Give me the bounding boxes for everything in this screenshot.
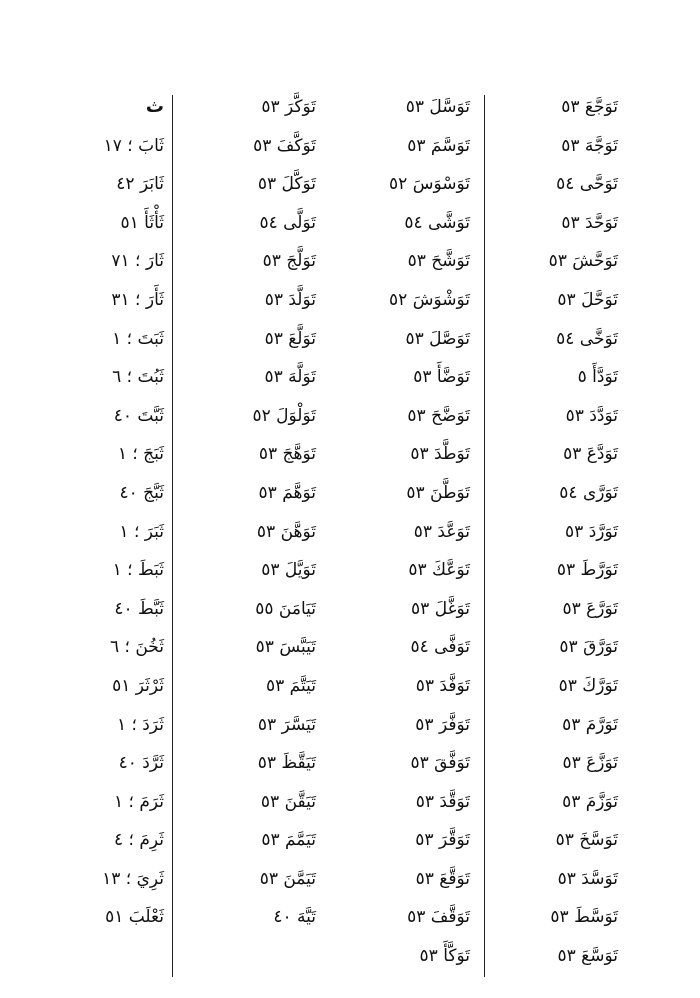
index-entry: تَوَكَّأَ ٥٣ <box>419 946 470 967</box>
index-entry: تَوَشَّى ٥٤ <box>404 212 470 233</box>
index-entry: تَوَرَّعَ ٥٣ <box>562 598 618 619</box>
index-entry: ثَأَرَ ؛ ٣١ <box>111 289 164 310</box>
index-entry: تَيَّهَ ٤٠ <box>273 907 316 928</box>
index-entry: تَوَحَّى ٥٤ <box>556 174 618 195</box>
index-entry: ثَبَتَ ؛ ١ <box>112 328 164 349</box>
index-entry: تَوَرَّدَ ٥٣ <box>565 521 618 542</box>
index-entry: تَوَشَّحَ ٥٣ <box>407 251 470 272</box>
index-entry: تَوَلْوَلَ ٥٢ <box>252 405 316 426</box>
index-entry: تَوَلَّعَ ٥٣ <box>264 328 316 349</box>
index-column-3 <box>186 88 316 937</box>
index-entry: تَوَسَّخَ ٥٣ <box>555 830 618 851</box>
index-entry: تَوَفَّرَ ٥٣ <box>415 714 470 735</box>
index-entry: تَيَامَنَ ٥٥ <box>255 598 316 619</box>
index-entry: تَوَدَّعَ ٥٣ <box>563 444 618 465</box>
index-entry: ثَأْثَأَ ٥١ <box>120 212 164 233</box>
index-entry: تَوَسَّمَ ٥٣ <box>407 135 470 156</box>
index-entry: ثَبَّجَ ٤٠ <box>119 482 164 503</box>
index-entry: تَوَزَّمَ ٥٣ <box>562 791 618 812</box>
index-entry: تَوَحَّدَ ٥٣ <box>561 212 618 233</box>
index-column-4 <box>40 88 164 937</box>
section-letter-heading: ث <box>145 96 164 117</box>
index-entry: تَوَحَّشَ ٥٣ <box>548 251 618 272</box>
index-entry: ثَرَدَ ؛ ١ <box>116 714 164 735</box>
index-entry: تَيَمَّمَ ٥٣ <box>261 830 316 851</box>
index-entry: تَوَدَّأَ ٥ <box>577 367 618 388</box>
index-entry: ثَرَّدَ ٤٠ <box>118 753 164 774</box>
index-entry: تَوَهَّمَ ٥٣ <box>258 482 316 503</box>
index-entry: تَوَدَّدَ ٥٣ <box>565 405 618 426</box>
index-entry: تَوَلَّهَ ٥٣ <box>264 367 316 388</box>
index-entry: تَوَزَّعَ ٥٣ <box>562 753 618 774</box>
index-entry: تَوَلَّى ٥٤ <box>259 212 316 233</box>
index-entry: تَوَسَّطَ ٥٣ <box>550 907 618 928</box>
index-entry: ثَعْلَبَ ٥١ <box>105 907 164 928</box>
index-entry: تَيَقَّظَ ٥٣ <box>257 753 316 774</box>
index-entry: ثَارَ ؛ ٧١ <box>111 251 164 272</box>
index-entry: تَوَكَّرَ ٥٣ <box>261 97 316 117</box>
index-entry: تَوَهَّجَ ٥٣ <box>258 444 316 465</box>
index-entry: تَيَتَّمَ ٥٣ <box>266 675 316 696</box>
index-entry: تَوَيَّلَ ٥٣ <box>261 560 316 581</box>
index-entry: تَوَضَّحَ ٥٣ <box>407 405 470 426</box>
index-entry: ثَرَمَ ؛ ١ <box>114 791 164 812</box>
index-entry: تَوَرَّكَ ٥٣ <box>558 675 618 696</box>
index-entry: تَوَسَّدَ ٥٣ <box>557 868 618 889</box>
index-entry: تَوَرَّطَ ٥٣ <box>556 560 618 581</box>
index-entry: تَوَصَّلَ ٥٣ <box>405 328 470 349</box>
index-entry: ثَرِمَ ؛ ٤ <box>114 830 164 851</box>
index-entry: تَوَقَّدَ ٥٣ <box>415 791 470 812</box>
index-entry: تَوَسْوَسَ ٥٢ <box>389 174 470 195</box>
index-entry: ثَرْثَرَ ٥١ <box>112 675 164 696</box>
index-entry: تَوَكَّفَ ٥٣ <box>253 135 316 156</box>
index-entry: تَوَسَّلَ ٥٣ <box>405 97 470 117</box>
index-entry: تَوَلَّجَ ٥٣ <box>262 251 316 272</box>
index-entry: تَوَكَّلَ ٥٣ <box>257 174 316 195</box>
index-entry: تَيَسَّرَ ٥٣ <box>257 714 316 735</box>
index-entry: تَوَعَّكَ ٥٣ <box>408 560 470 581</box>
index-entry: ثَبَجَ ؛ ١ <box>117 444 164 465</box>
index-entry: ثَبَطَ ؛ ١ <box>112 560 164 581</box>
index-entry: تَوَخَّى ٥٤ <box>556 328 618 349</box>
column-divider <box>172 95 173 977</box>
index-entry: تَوَهَّنَ ٥٣ <box>256 521 316 542</box>
index-entry: تَوَسَّعَ ٥٣ <box>557 946 618 967</box>
column-divider <box>484 95 485 977</box>
index-entry: تَوَرَّى ٥٤ <box>559 482 618 503</box>
index-entry: ثَرِيَ ؛ ١٣ <box>102 868 164 889</box>
index-entry: تَوَغَّلَ ٥٣ <box>411 598 470 619</box>
index-entry: تَوَفَّى ٥٤ <box>410 637 470 658</box>
index-entry: تَوَقَّرَ ٥٣ <box>415 830 470 851</box>
index-entry: تَوَفَّقَ ٥٣ <box>410 753 470 774</box>
index-entry: تَوَجَّعَ ٥٣ <box>561 97 618 117</box>
index-entry: تَيَمَّنَ ٥٣ <box>259 868 316 889</box>
index-entry: تَوَجَّهَ ٥٣ <box>561 135 618 156</box>
index-entry: تَوَطَّنَ ٥٣ <box>406 482 470 503</box>
index-entry: ثَابَ ؛ ١٧ <box>103 135 164 156</box>
index-entry: تَوَحَّلَ ٥٣ <box>557 289 618 310</box>
index-entry: ثَبُتَ ؛ ٦ <box>112 367 164 388</box>
index-entry: ثَبَّتَ ٤٠ <box>113 405 164 426</box>
index-entry: تَيَبَّسَ ٥٣ <box>255 637 316 658</box>
index-entry: تَوَقَّفَ ٥٣ <box>407 907 470 928</box>
index-entry: تَيَقَّنَ ٥٣ <box>260 791 316 812</box>
index-entry: تَوَرَّقَ ٥٣ <box>559 637 618 658</box>
index-entry: تَوَطَّدَ ٥٣ <box>410 444 470 465</box>
index-column-1 <box>470 88 618 976</box>
index-entry: ثَابَرَ ٤٢ <box>116 174 164 195</box>
index-entry: ثَخُنَ ؛ ٦ <box>110 637 164 658</box>
index-entry: تَوَضَّأَ ٥٣ <box>413 367 470 388</box>
index-entry: ثَبَّطَ ٤٠ <box>114 598 164 619</box>
index-entry: ثَبَرَ ؛ ١ <box>119 521 164 542</box>
index-entry: تَوَفَّدَ ٥٣ <box>415 675 470 696</box>
index-entry: تَوَعَّدَ ٥٣ <box>413 521 470 542</box>
index-entry: تَوَرَّمَ ٥٣ <box>562 714 618 735</box>
index-entry: تَوَلَّدَ ٥٣ <box>264 289 316 310</box>
index-entry: تَوَشْوَشَ ٥٢ <box>389 289 470 310</box>
index-column-2 <box>330 88 470 976</box>
index-entry: تَوَقَّعَ ٥٣ <box>415 868 470 889</box>
